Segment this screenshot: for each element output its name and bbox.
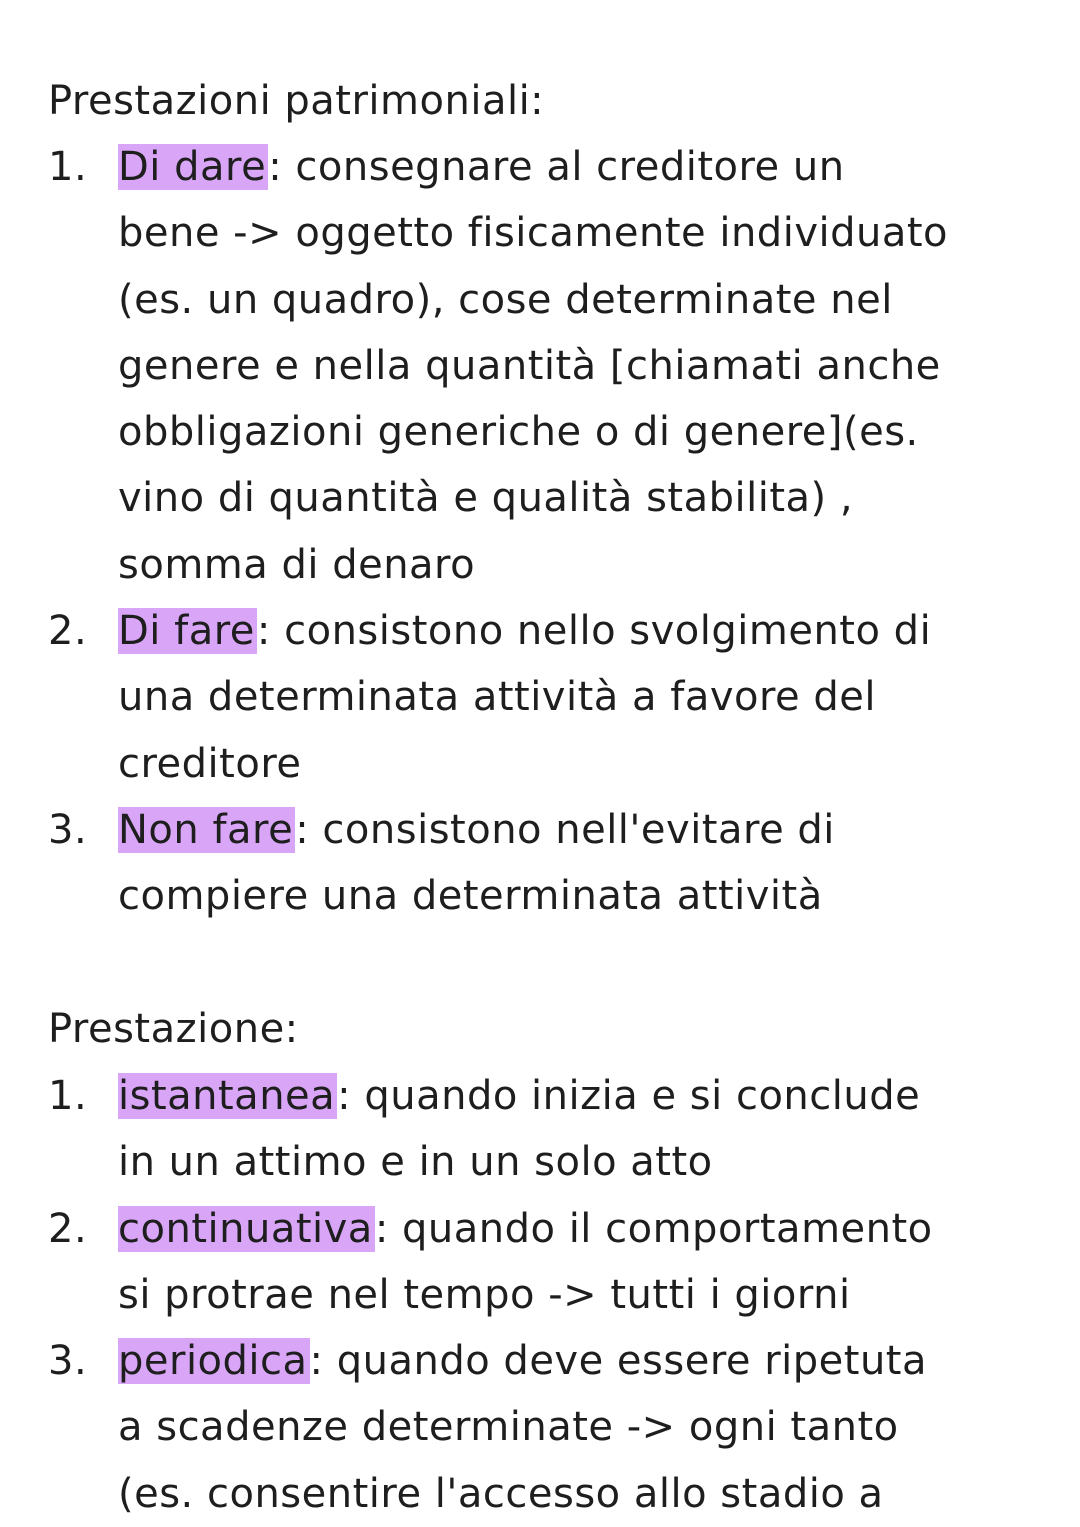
list-prestazione [0,1063,1018,1527]
list-item-line: somma di denaro [118,541,476,588]
list-item-di-fare [0,598,1018,797]
section-title-prestazioni-patrimoniali: Prestazioni patrimoniali: [48,78,545,124]
highlighted-term: istantanea [118,1073,336,1119]
list-item-istantanea [0,1063,1018,1196]
list-item-first-line [118,598,1018,664]
list-number: 3. [48,1338,88,1385]
list-item-line: (es. consentire l'accesso allo stadio a [118,1470,884,1517]
list-item-text: : consegnare al creditore un [268,144,845,190]
list-item-line: compiere una determinata attività [118,873,823,920]
list-item-line: una determinata attività a favore del [118,674,876,721]
list-number: 1. [48,144,88,190]
list-number: 2. [48,1205,88,1252]
list-number: 2. [48,608,88,655]
list-prestazioni-patrimoniali [0,134,1018,930]
list-item-first-line [118,1328,1018,1394]
list-item-line: (es. un quadro), cose determinate nel [118,276,893,323]
list-item-first-line [118,797,1018,863]
list-item-line: creditore [118,740,302,787]
list-item-text: : consistono nell'evitare di [295,806,835,853]
list-item-line: si protrae nel tempo -> tutti i giorni [118,1271,851,1318]
list-item-line: bene -> oggetto fisicamente individuato [118,210,949,257]
highlighted-term: Di fare [118,608,255,655]
list-item-line: obbligazioni generiche o di genere](es. [118,409,919,456]
list-item-text: : quando deve essere ripetuta [309,1338,927,1385]
list-item-text: : quando inizia e si conclude [337,1073,921,1119]
list-item-first-line [118,1196,1018,1262]
list-number: 1. [48,1073,88,1119]
list-number: 3. [48,806,88,853]
list-item-line: a scadenze determinate -> ogni tanto [118,1404,899,1451]
highlighted-term: periodica [118,1338,308,1385]
list-item-di-dare [0,134,1018,598]
list-item-line: in un attimo e in un solo atto [118,1139,713,1186]
highlighted-term: continuativa [118,1205,373,1252]
list-item-non-fare [0,797,1018,930]
section-title-prestazione: Prestazione: [48,1006,299,1052]
list-item-line: vino di quantità e qualità stabilita) , [118,475,854,522]
list-item-periodica [0,1328,1018,1527]
list-item-continuativa [0,1196,1018,1329]
list-item-first-line [118,134,1018,200]
list-item-first-line [118,1063,1018,1129]
list-item-text: : quando il comportamento [374,1205,933,1252]
highlighted-term: Di dare [118,144,267,190]
list-item-line: genere e nella quantità [chiamati anche [118,342,941,389]
highlighted-term: Non fare [118,806,294,853]
list-item-text: : consistono nello svolgimento di [256,608,932,655]
